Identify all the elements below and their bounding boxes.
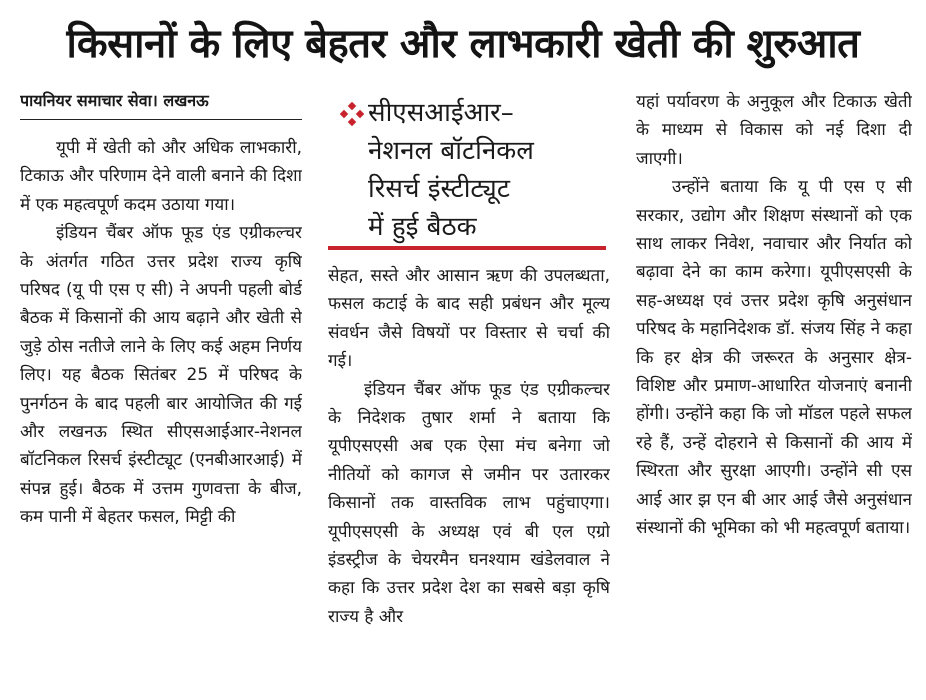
subheadline — [328, 88, 610, 242]
headline: किसानों के लिए बेहतर और लाभकारी खेती की शुरुआत — [66, 20, 860, 67]
col3-paragraph-2: उन्होंने बताया कि यू पी एस ए सी सरकार, उद्योग और शिक्षण संस्थानों को एक साथ लाकर निवेश, नवाचार और निर्यात को बढ़ावा देने का काम करेगा। यूपीएसएसी के सह-अध्यक्ष एवं उत्तर प्रदेश कृषि अनुसंधान परिषद के महानिदेशक डॉ. संजय सिंह ने कहा कि हर क्षेत्र की जरूरत के अनुसार क्षेत्र-विशिष्ट और प्रमाण-आधारित योजनाएं बनानी होंगी। उन्होंने कहा कि जो मॉडल पहले सफल रहे हैं, उन्हें दोहराने से किसानों की आय में स्थिरता और सुरक्षा आएगी। उन्होंने सी एस आई आर झ एन बी आर आई जैसे अनुसंधान संस्थानों की भूमिका को भी महत्वपूर्ण बताया। — [636, 177, 912, 539]
subhead-line-2: नेशनल बॉटनिकल — [368, 136, 534, 166]
column-1 — [20, 88, 302, 700]
col1-paragraph-1: यूपी में खेती को और अधिक लाभकारी, टिकाऊ और परिणाम देने वाली बनाने की दिशा में एक महत्वपूर्ण कदम उठाया गया। — [20, 138, 302, 215]
col2-body — [328, 262, 610, 631]
subhead-line-4: में हुई बैठक — [368, 212, 477, 242]
red-divider — [328, 246, 606, 250]
column-3 — [636, 88, 912, 700]
diamond-star-icon — [340, 102, 364, 126]
col2-paragraph-1: सेहत, सस्ते और आसान ऋण की उपलब्धता, फसल कटाई के बाद सही प्रबंधन और मूल्य संवर्धन जैसे विषयों पर विस्तार से चर्चा की गई। — [328, 266, 610, 372]
col3-paragraph-1: यहां पर्यावरण के अनुकूल और टिकाऊ खेती के माध्यम से विकास को नई दिशा दी जाएगी। — [636, 92, 912, 169]
byline: पायनियर समाचार सेवा। लखनऊ — [20, 88, 302, 120]
col1-paragraph-2: इंडियन चैंबर ऑफ फूड एंड एग्रीकल्चर के अंतर्गत गठित उत्तर प्रदेश राज्य कृषि परिषद (यू पी एस ए सी) ने अपनी पहली बोर्ड बैठक में किसानों की आय बढ़ाने और खेती से जुड़े ठोस नतीजे लाने के लिए कई अहम निर्णय लिए। यह बैठक सितंबर 25 में परिषद के पुनर्गठन के बाद पहली बार आयोजित की गई और लखनऊ स्थित सीएसआईआर-नेशनल बॉटनिकल रिसर्च इंस्टीट्यूट (एनबीआरआई) में संपन्न हुई। बैठक में उत्तम गुणवत्ता के बीज, कम पानी में बेहतर फसल, मिट्टी की — [20, 223, 302, 528]
column-2 — [328, 88, 610, 700]
subhead-line-3: रिसर्च इंस्टीट्यूट — [368, 174, 510, 204]
col2-paragraph-2: इंडियन चैंबर ऑफ फूड एंड एग्रीकल्चर के निदेशक तुषार शर्मा ने बताया कि यूपीएसएसी अब एक ऐसा मंच बनेगा जो नीतियों को कागज से जमीन पर उतारकर किसानों तक वास्तविक लाभ पहुंचाएगा। यूपीएसएसी के अध्यक्ष एवं बी एल एग्रो इंडस्ट्रीज के चेयरमैन घनश्याम खंडेलवाल ने कहा कि उत्तर प्रदेश देश का सबसे बड़ा कृषि राज्य है और — [328, 379, 610, 627]
subhead-line-1: सीएसआईआर– — [368, 98, 514, 128]
